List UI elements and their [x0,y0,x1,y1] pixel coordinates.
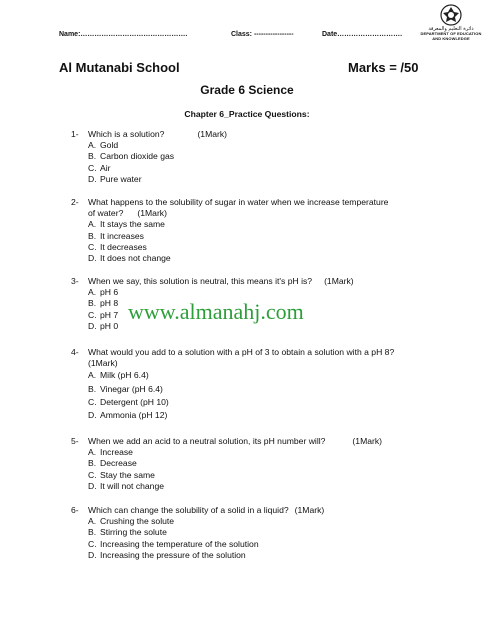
name-field-label: Name:………………………………………. [59,31,188,38]
option-a [71,370,461,381]
option-text: It decreases [100,241,147,252]
option-letter: B. [88,527,97,538]
question-text: When we say, this solution is neutral, this means it's pH is? [88,276,313,286]
watermark-text: www.almanahj.com [128,299,304,324]
option-letter: C. [88,469,97,480]
option-text: Decrease [100,458,137,469]
option-d [71,174,461,185]
option-d [71,410,461,421]
option-text: Stay the same [100,469,155,480]
option-letter: D. [88,253,97,264]
logo-english-line-1: DEPARTMENT OF EDUCATION [420,31,482,36]
option-letter: B. [88,151,97,162]
option-a [71,219,461,230]
option-text: Crushing the solute [100,516,175,527]
option-letter: A. [88,287,97,298]
option-text: Increase [100,447,133,458]
option-text: Increasing the temperature of the solution [100,538,259,549]
question-mark: (1Mark) [88,358,118,369]
option-text: Vinegar (pH 6.4) [100,383,163,394]
option-a [71,140,461,151]
option-letter: C. [88,538,97,549]
question-number: 1- [71,129,79,139]
question-text: What happens to the solubility of sugar in water when we increase temperature [88,197,389,207]
option-b [71,151,461,162]
question-6 [71,505,461,561]
option-text: Ammonia (pH 12) [100,410,168,421]
question-mark: (1Mark) [197,129,228,139]
option-a [71,447,461,458]
option-letter: A. [88,140,97,151]
option-b [71,527,461,538]
option-letter: A. [88,370,97,381]
question-mark: (1Mark) [324,276,354,286]
option-b [71,231,461,242]
option-text: Air [100,162,111,173]
logo-arabic-text: دائرة التعليم والمعرفة [428,26,474,32]
option-text: Stirring the solute [100,527,167,538]
class-field-label: Class: ----------------- [231,31,294,38]
option-text: pH 6 [100,287,119,298]
question-text-continued: of water? [88,208,124,219]
option-text: It will not change [100,480,165,491]
option-a [71,516,461,527]
option-text: pH 7 [100,309,119,320]
option-b [71,384,461,395]
question-text: What would you add to a solution with a pH of 3 to obtain a solution with a pH 8? [88,347,395,357]
option-text: Detergent (pH 10) [100,396,169,407]
question-1 [71,129,461,185]
question-2 [71,197,461,264]
question-text: Which can change the solubility of a solid in a liquid? [88,505,289,515]
option-letter: A. [88,447,97,458]
logo-english-line-2: AND KNOWLEDGE [432,35,470,41]
option-text: Carbon dioxide gas [100,151,175,162]
question-text: Which is a solution? [88,129,165,139]
option-letter: B. [88,458,97,469]
chapter-title: Chapter 6_Practice Questions: [184,109,310,119]
option-c [71,163,461,174]
option-letter: D. [88,320,97,331]
question-number: 6- [71,505,79,515]
option-text: It stays the same [100,219,165,230]
department-logo [420,4,482,41]
option-text: pH 0 [100,320,119,331]
question-4 [71,347,461,421]
option-letter: C. [88,396,97,407]
option-letter: B. [88,383,97,394]
question-text: When we add an acid to a neutral solution, its pH number will? [88,436,326,446]
question-number: 3- [71,276,79,286]
option-text: pH 8 [100,298,119,309]
option-letter: A. [88,219,97,230]
question-number: 2- [71,197,79,207]
emblem-icon [440,4,462,26]
option-letter: C. [88,162,97,173]
question-mark: (1Mark) [294,505,325,515]
question-mark: (1Mark) [137,208,167,219]
question-mark: (1Mark) [352,436,383,446]
question-5 [71,436,461,492]
option-b [71,458,461,469]
date-field-label: Date………………………. [322,31,403,38]
option-letter: C. [88,241,97,252]
option-c [71,242,461,253]
option-letter: D. [88,549,97,560]
option-letter: C. [88,309,97,320]
option-text: Gold [100,140,119,151]
option-a [71,287,461,298]
option-d [71,481,461,492]
option-c [71,397,461,408]
option-letter: D. [88,173,97,184]
option-letter: D. [88,410,97,421]
question-number: 4- [71,347,79,357]
option-letter: A. [88,516,97,527]
marks-total: Marks = /50 [348,60,419,75]
option-text: It increases [100,230,144,241]
subject-title: Grade 6 Science [200,83,294,97]
option-text: It does not change [100,253,171,264]
question-number: 5- [71,436,79,446]
option-letter: D. [88,480,97,491]
option-letter: B. [88,298,97,309]
option-d [71,550,461,561]
option-text: Pure water [100,173,142,184]
option-letter: B. [88,230,97,241]
option-d [71,253,461,264]
option-c [71,539,461,550]
school-name: Al Mutanabi School [59,60,180,75]
option-c [71,470,461,481]
option-text: Increasing the pressure of the solution [100,549,246,560]
option-text: Milk (pH 6.4) [100,370,149,381]
